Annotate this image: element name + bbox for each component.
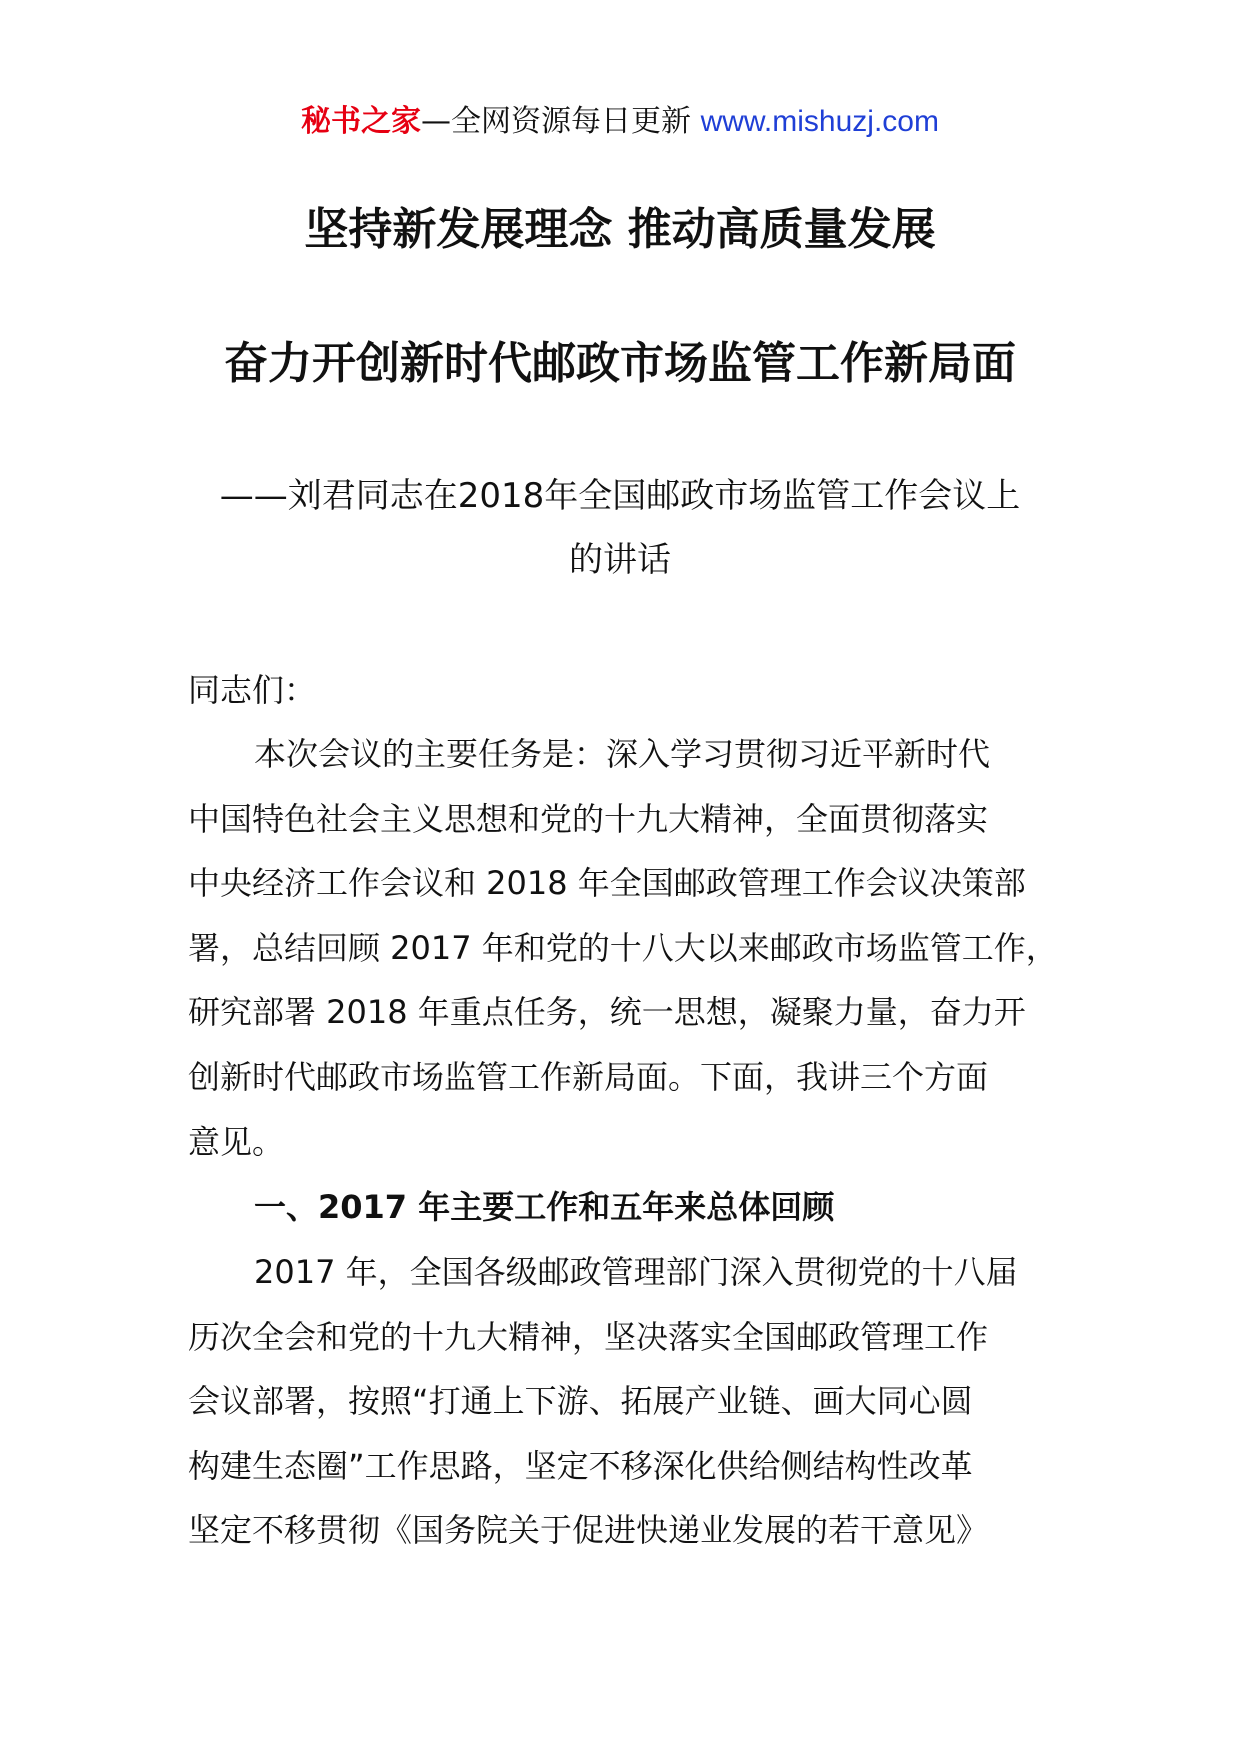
banner-tagline: —全网资源每日更新 xyxy=(421,104,692,139)
paragraph-2 xyxy=(188,1240,1088,1563)
document-subtitle-line-2: 的讲话 xyxy=(569,540,671,580)
document-title-line-2: 奋力开创新时代邮政市场监管工作新局面 xyxy=(224,338,1016,389)
paragraph-line: 中国特色社会主义思想和党的十九大精神，全面贯彻落实 xyxy=(188,799,989,838)
paragraph-line: 坚定不移贯彻《国务院关于促进快递业发展的若干意见》 xyxy=(188,1511,989,1550)
paragraph-line: 本次会议的主要任务是：深入学习贯彻习近平新时代 xyxy=(254,735,991,773)
document-title-line-1: 坚持新发展理念 推动高质量发展 xyxy=(304,204,936,255)
paragraph-line: 创新时代邮政市场监管工作新局面。下面，我讲三个方面 xyxy=(188,1057,989,1096)
paragraph-line: 会议部署，按照“打通上下游、拓展产业链、画大同心圆 xyxy=(188,1382,973,1421)
paragraph-line: 中央经济工作会议和 2018 年全国邮政管理工作会议决策部 xyxy=(188,864,1026,903)
document-subtitle-line-1: ——刘君同志在2018年全国邮政市场监管工作会议上 xyxy=(219,476,1021,516)
section-heading-1: 一、2017 年主要工作和五年来总体回顾 xyxy=(254,1188,835,1226)
site-banner xyxy=(0,100,1240,144)
paragraph-line: 意见。 xyxy=(188,1122,285,1161)
paragraph-line: 2017 年，全国各级邮政管理部门深入贯彻党的十八届 xyxy=(254,1253,1018,1291)
paragraph-line: 历次全会和党的十九大精神，坚决落实全国邮政管理工作 xyxy=(188,1317,989,1356)
paragraph-line: 研究部署 2018 年重点任务，统一思想，凝聚力量，奋力开 xyxy=(188,993,1026,1032)
paragraph-1 xyxy=(188,722,1088,1174)
paragraph-line: 署，总结回顾 2017 年和党的十八大以来邮政市场监管工作， xyxy=(188,928,1058,967)
salutation: 同志们： xyxy=(188,671,317,709)
paragraph-line: 构建生态圈”工作思路，坚定不移深化供给侧结构性改革 xyxy=(188,1446,973,1485)
brand-name: 秘书之家 xyxy=(301,104,422,139)
site-url-link[interactable]: www.mishuzj.com xyxy=(700,105,939,138)
